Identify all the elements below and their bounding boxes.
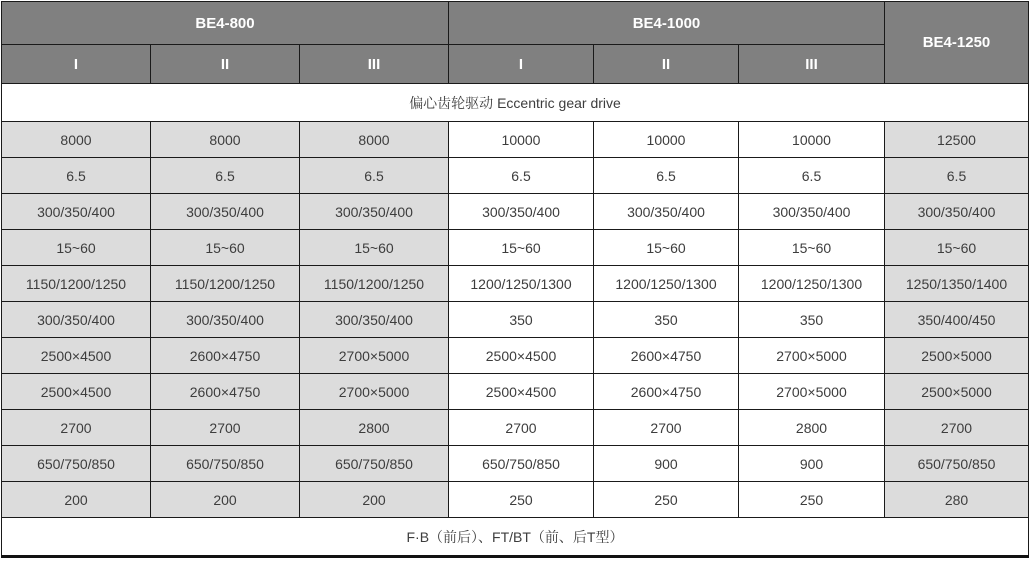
spec-cell: 280: [885, 482, 1029, 518]
spec-cell: 15~60: [2, 230, 151, 266]
variant-header-row: [2, 45, 1029, 84]
spec-cell: 6.5: [449, 158, 594, 194]
model-header-be4-1000: BE4-1000: [449, 2, 885, 45]
spec-cell: 6.5: [151, 158, 300, 194]
spec-cell: 350/400/450: [885, 302, 1029, 338]
variant-header-6: III: [739, 45, 885, 84]
spec-row-10: [2, 446, 1029, 482]
spec-cell: 2700: [449, 410, 594, 446]
spec-cell: 2600×4750: [594, 338, 739, 374]
spec-cell: 10000: [739, 122, 885, 158]
spec-row-3: [2, 194, 1029, 230]
spec-cell: 300/350/400: [594, 194, 739, 230]
variant-header-4: I: [449, 45, 594, 84]
spec-cell: 2800: [300, 410, 449, 446]
spec-cell: 6.5: [739, 158, 885, 194]
mounting-cell: F·B（前后）、FT/BT（前、后T型）: [2, 518, 1029, 557]
spec-cell: 2700: [151, 410, 300, 446]
spec-cell: 2600×4750: [151, 374, 300, 410]
spec-cell: 2800: [739, 410, 885, 446]
spec-cell: 1150/1200/1250: [151, 266, 300, 302]
spec-cell: 2700×5000: [300, 338, 449, 374]
spec-cell: 8000: [300, 122, 449, 158]
spec-cell: 1150/1200/1250: [300, 266, 449, 302]
spec-cell: 10000: [449, 122, 594, 158]
spec-cell: 650/750/850: [449, 446, 594, 482]
spec-cell: 350: [449, 302, 594, 338]
drive-type-row: [2, 84, 1029, 122]
spec-cell: 15~60: [151, 230, 300, 266]
spec-cell: 650/750/850: [2, 446, 151, 482]
spec-cell: 900: [594, 446, 739, 482]
spec-cell: 6.5: [2, 158, 151, 194]
spec-cell: 900: [739, 446, 885, 482]
spec-cell: 15~60: [449, 230, 594, 266]
spec-cell: 10000: [594, 122, 739, 158]
spec-cell: 650/750/850: [885, 446, 1029, 482]
spec-cell: 200: [300, 482, 449, 518]
spec-row-6: [2, 302, 1029, 338]
variant-header-1: I: [2, 45, 151, 84]
spec-cell: 2700×5000: [739, 338, 885, 374]
spec-cell: 300/350/400: [2, 194, 151, 230]
spec-cell: 2500×4500: [449, 374, 594, 410]
spec-cell: 2700×5000: [739, 374, 885, 410]
spec-cell: 1150/1200/1250: [2, 266, 151, 302]
drive-type-cell: 偏心齿轮驱动 Eccentric gear drive: [2, 84, 1029, 122]
spec-cell: 6.5: [300, 158, 449, 194]
spec-row-11: [2, 482, 1029, 518]
spec-cell: 300/350/400: [300, 194, 449, 230]
spec-data-section: [2, 122, 1029, 518]
spec-row-1: [2, 122, 1029, 158]
spec-cell: 2500×4500: [2, 374, 151, 410]
spec-cell: 300/350/400: [2, 302, 151, 338]
spec-cell: 6.5: [594, 158, 739, 194]
mounting-section: [2, 518, 1029, 557]
model-header-be4-1250: BE4-1250: [885, 2, 1029, 84]
variant-header-2: II: [151, 45, 300, 84]
spec-cell: 2500×4500: [2, 338, 151, 374]
spec-row-4: [2, 230, 1029, 266]
mounting-row: [2, 518, 1029, 557]
spec-cell: 1250/1350/1400: [885, 266, 1029, 302]
spec-cell: 1200/1250/1300: [594, 266, 739, 302]
spec-row-2: [2, 158, 1029, 194]
model-header-be4-800: BE4-800: [2, 2, 449, 45]
spec-cell: 2500×5000: [885, 338, 1029, 374]
spec-row-8: [2, 374, 1029, 410]
variant-header-5: II: [594, 45, 739, 84]
spec-cell: 2600×4750: [594, 374, 739, 410]
spec-cell: 8000: [151, 122, 300, 158]
spec-cell: 200: [2, 482, 151, 518]
spec-cell: 300/350/400: [449, 194, 594, 230]
table-header: [2, 2, 1029, 84]
spec-row-7: [2, 338, 1029, 374]
spec-cell: 2500×5000: [885, 374, 1029, 410]
spec-cell: 15~60: [739, 230, 885, 266]
spec-cell: 6.5: [885, 158, 1029, 194]
spec-cell: 300/350/400: [151, 302, 300, 338]
spec-cell: 2500×4500: [449, 338, 594, 374]
model-header-row: [2, 2, 1029, 45]
spec-cell: 1200/1250/1300: [449, 266, 594, 302]
spec-cell: 300/350/400: [151, 194, 300, 230]
spec-cell: 15~60: [594, 230, 739, 266]
spec-cell: 2700: [885, 410, 1029, 446]
spec-row-9: [2, 410, 1029, 446]
spec-cell: 300/350/400: [885, 194, 1029, 230]
spec-cell: 2700: [2, 410, 151, 446]
spec-cell: 650/750/850: [300, 446, 449, 482]
spec-cell: 15~60: [300, 230, 449, 266]
variant-header-3: III: [300, 45, 449, 84]
spec-cell: 2700×5000: [300, 374, 449, 410]
spec-row-5: [2, 266, 1029, 302]
spec-cell: 350: [739, 302, 885, 338]
spec-cell: 12500: [885, 122, 1029, 158]
spec-cell: 300/350/400: [739, 194, 885, 230]
spec-cell: 2700: [594, 410, 739, 446]
spec-cell: 250: [739, 482, 885, 518]
spec-cell: 300/350/400: [300, 302, 449, 338]
spec-cell: 15~60: [885, 230, 1029, 266]
spec-cell: 250: [594, 482, 739, 518]
spec-cell: 250: [449, 482, 594, 518]
spec-cell: 8000: [2, 122, 151, 158]
spec-cell: 650/750/850: [151, 446, 300, 482]
drive-type-section: [2, 84, 1029, 122]
spec-cell: 350: [594, 302, 739, 338]
spec-cell: 200: [151, 482, 300, 518]
spec-cell: 2600×4750: [151, 338, 300, 374]
spec-table: [1, 1, 1029, 558]
spec-cell: 1200/1250/1300: [739, 266, 885, 302]
